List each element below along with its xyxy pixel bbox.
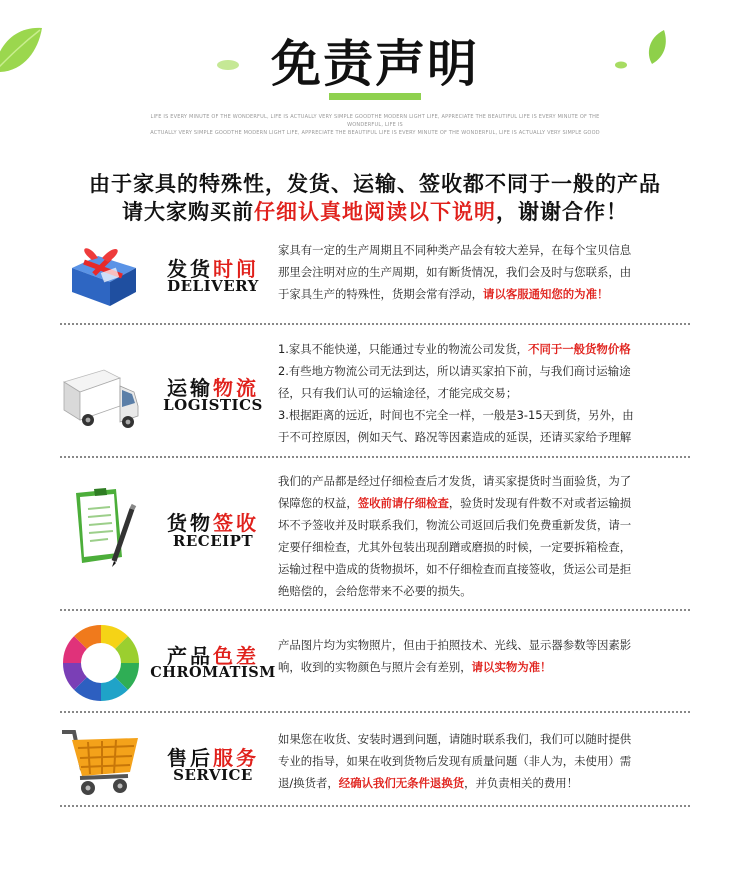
decorative-english-text xyxy=(150,113,600,137)
body-line: 专业的指导，如果在收到货物后发现有质量问题（非人为，未使用）需 xyxy=(278,754,632,768)
body-line: 家具有一定的生产周期且不同种类产品会有较大差异，在每个宝贝信息 xyxy=(278,243,632,257)
section-chromatism xyxy=(50,618,700,710)
section-heading-en: DELIVERY xyxy=(167,277,259,295)
section-body xyxy=(278,338,690,448)
body-line xyxy=(278,656,690,678)
body-line: 于不可控原因，例如天气、路况等因素造成的延误，还请买家给予理解 xyxy=(278,430,632,444)
body-line: 运输过程中造成的货物损坏，如不仔细检查而直接签收，货运公司是拒 xyxy=(278,562,632,576)
heading-cn-part: 产品 xyxy=(167,644,213,668)
section-divider xyxy=(60,456,690,458)
body-text: 1.家具不能快递，只能通过专业的物流公司发货， xyxy=(278,342,529,356)
body-text: ，验货时发现有件数不对或者运输损 xyxy=(448,496,632,510)
section-divider xyxy=(60,805,690,807)
section-service xyxy=(50,720,700,810)
title-underline xyxy=(329,93,421,100)
section-body xyxy=(278,239,690,305)
section-delivery xyxy=(50,232,700,322)
body-text: 退/换货者， xyxy=(278,776,339,790)
heading-cn-highlight: 时间 xyxy=(213,257,259,281)
body-line xyxy=(278,338,690,360)
decorative-english-line: LIFE IS EVERY MINUTE OF THE WONDERFUL, LIFE IS ACTUALLY VERY SIMPLE GOODTHE MODERN LIGHT LIFE, APPRECIATE THE BEAUTIFUL LIFE IS EVERY MINUTE OF THE WONDERFUL, LIFE IS xyxy=(150,114,600,128)
heading-cn-part: 售后 xyxy=(167,746,213,770)
body-line xyxy=(278,492,690,514)
section-heading-en: RECEIPT xyxy=(172,532,254,550)
body-line: 如果您在收货、安装时遇到问题，请随时联系我们，我们可以随时提供 xyxy=(278,732,632,746)
body-highlight: 请以客服通知您的为准！ xyxy=(483,287,609,301)
heading-cn-highlight: 色差 xyxy=(213,644,259,668)
body-line: 定要仔细检查，尤其外包装出现刮蹭或磨损的时候，一定要拆箱检查， xyxy=(278,540,632,554)
body-line: 坏不予签收并及时联系我们，物流公司返回后我们免费重新发货，请一 xyxy=(278,518,632,532)
body-line: 径，只有我们认可的运输途径，才能完成交易； xyxy=(278,386,518,400)
body-line xyxy=(278,772,690,794)
color-wheel-icon xyxy=(58,620,144,706)
heading-cn-highlight: 服务 xyxy=(213,746,259,770)
body-highlight: 请以实物为准！ xyxy=(471,660,552,674)
body-highlight: 签收前请仔细检查 xyxy=(357,496,449,510)
heading-cn-highlight: 签收 xyxy=(213,511,259,535)
section-heading-en: LOGISTICS xyxy=(163,396,263,414)
heading-cn-part: 运输 xyxy=(167,376,213,400)
section-divider xyxy=(60,323,690,325)
body-highlight: 经确认我们无条件退换货 xyxy=(338,776,465,790)
body-text: 保障您的权益， xyxy=(278,496,358,510)
body-text: 于家具生产的特殊性，货期会常有浮动， xyxy=(278,287,484,301)
page-title: 免责声明 xyxy=(271,35,479,93)
section-divider xyxy=(60,609,690,611)
intro-text: 请大家购买前 xyxy=(122,200,254,224)
section-divider xyxy=(60,711,690,713)
section-heading-en: CHROMATISM xyxy=(150,664,276,681)
gift-box-icon xyxy=(58,234,144,320)
intro-text: ，谢谢合作！ xyxy=(496,200,628,224)
heading-cn-part: 货物 xyxy=(167,511,213,535)
section-logistics xyxy=(50,332,700,456)
clipboard-pen-icon xyxy=(58,483,144,569)
body-text: 响，收到的实物颜色与照片会有差别， xyxy=(278,660,472,674)
body-line xyxy=(278,283,690,305)
decorative-english-line: ACTUALLY VERY SIMPLE GOODTHE MODERN LIGHT LIFE, APPRECIATE THE BEAUTIFUL LIFE IS EVERY MINUTE OF THE WONDERFUL, LIFE IS ACTUALLY VERY SIMPLE GOOD xyxy=(150,130,600,136)
section-heading-en: SERVICE xyxy=(173,766,253,784)
body-text: ，并负责相关的费用！ xyxy=(464,776,579,790)
body-line: 2.有些地方物流公司无法到达，所以请买家拍下前，与我们商讨运输途 xyxy=(278,364,631,378)
body-line: 我们的产品都是经过仔细检查后才发货，请买家提货时当面验货，为了 xyxy=(278,474,632,488)
section-body xyxy=(278,728,690,794)
truck-icon xyxy=(58,352,144,438)
section-receipt xyxy=(50,465,700,609)
body-highlight: 不同于一般货物价格 xyxy=(528,342,631,356)
section-body xyxy=(278,634,690,678)
body-line: 产品图片均为实物照片，但由于拍照技术、光线、显示器参数等因素影 xyxy=(278,638,632,652)
body-line: 绝赔偿的，会给您带来不必要的损失。 xyxy=(278,584,472,598)
intro-line-2 xyxy=(0,196,750,226)
body-line: 3.根据距离的远近，时间也不完全一样，一般是3-15天到货，另外，由 xyxy=(278,408,634,422)
section-body xyxy=(278,470,690,602)
heading-cn-part: 发货 xyxy=(167,257,213,281)
body-line: 那里会注明对应的生产周期，如有断货情况，我们会及时与您联系，由 xyxy=(278,265,632,279)
intro-line-1: 由于家具的特殊性，发货、运输、签收都不同于一般的产品 xyxy=(89,172,661,196)
heading-cn-highlight: 物流 xyxy=(213,376,259,400)
intro-highlight: 仔细认真地阅读以下说明 xyxy=(254,200,496,224)
shopping-cart-icon xyxy=(58,720,144,806)
